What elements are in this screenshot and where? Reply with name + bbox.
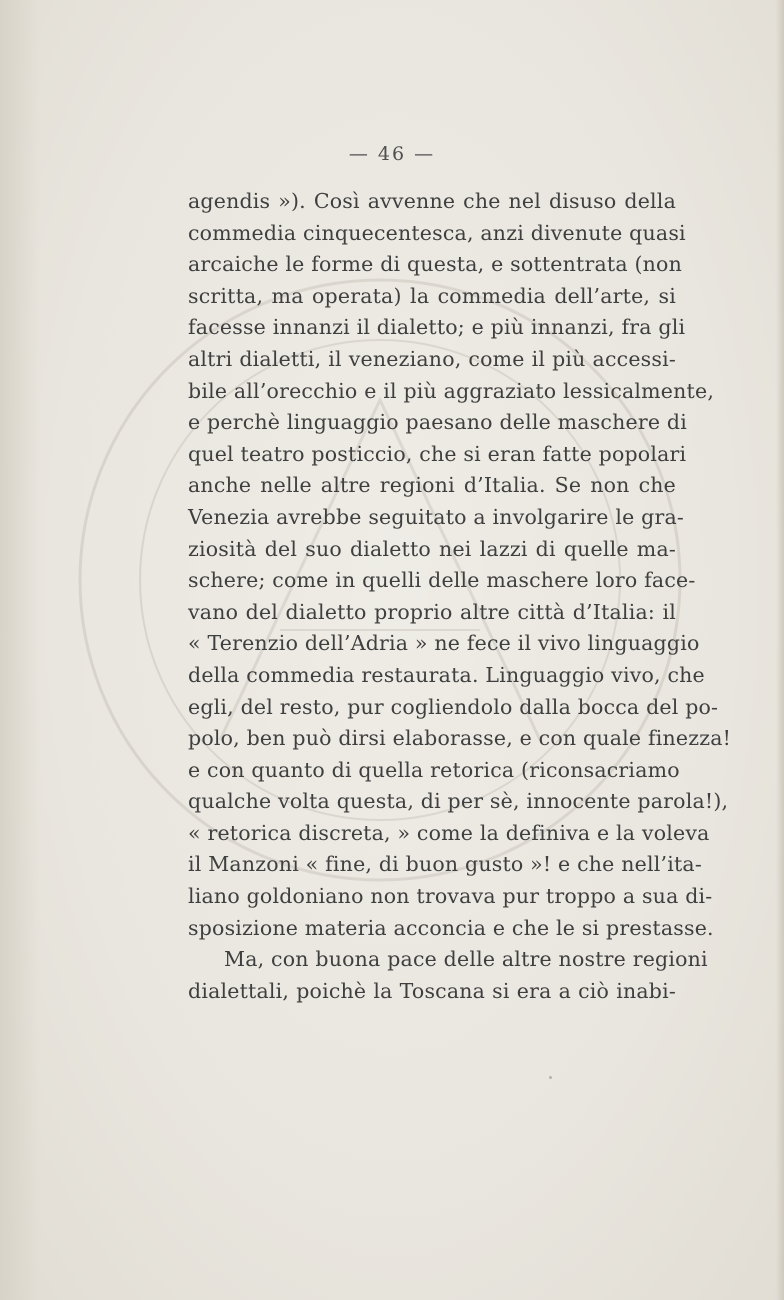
text-line: schere; come in quelli delle maschere loro face- xyxy=(188,568,696,593)
page-gutter-shadow xyxy=(0,0,40,1300)
text-line: dialettali, poichè la Toscana si era a ciò inabi- xyxy=(188,978,676,1003)
text-line: agendis »). Così avvenne che nel disuso della xyxy=(188,189,676,213)
text-line: scritta, ma operata) la commedia dell’arte, si xyxy=(188,283,676,308)
text-line: qualche volta questa, di per sè, innocente parola!), xyxy=(188,789,729,814)
text-line: e perchè linguaggio paesano delle maschere di xyxy=(188,410,687,435)
text-line: altri dialetti, il veneziano, come il più accessi- xyxy=(188,346,676,371)
text-line: facesse innanzi il dialetto; e più innanzi, fra gli xyxy=(188,315,686,340)
text-line: e con quanto di quella retorica (riconsacriamo xyxy=(188,757,680,782)
text-line: egli, del resto, pur cogliendolo dalla bocca del po- xyxy=(188,694,719,719)
text-line: polo, ben può dirsi elaborasse, e con quale finezza! xyxy=(188,726,732,751)
text-line: vano del dialetto proprio altre città d’Italia: il xyxy=(188,599,676,624)
page-edge-shadow xyxy=(776,0,784,1300)
text-line: quel teatro posticcio, che si eran fatte popolari xyxy=(188,441,687,466)
text-line: « Terenzio dell’Adria » ne fece il vivo linguaggio xyxy=(188,631,700,656)
text-line: Ma, con buona pace delle altre nostre regioni xyxy=(224,947,708,972)
text-line: Venezia avrebbe seguitato a involgarire le gra- xyxy=(188,504,685,529)
text-line: bile all’orecchio e il più aggraziato lessicalmente, xyxy=(188,378,715,403)
text-line: anche nelle altre regioni d’Italia. Se non che xyxy=(188,473,676,498)
text-line: commedia cinquecentesca, anzi divenute quasi xyxy=(188,220,686,245)
text-line: liano goldoniano non trovava pur troppo a sua di- xyxy=(188,884,713,909)
page-number: — 46 — xyxy=(348,143,436,165)
text-line: della commedia restaurata. Linguaggio vivo, che xyxy=(188,662,705,687)
paper-speck xyxy=(549,1076,552,1079)
text-line: arcaiche le forme di questa, e sottentrata (non xyxy=(188,252,683,277)
text-line: « retorica discreta, » come la definiva e la voleva xyxy=(188,820,710,845)
text-line: il Manzoni « fine, di buon gusto »! e che nell’ita- xyxy=(188,852,702,877)
text-line: sposizione materia acconcia e che le si prestasse. xyxy=(188,915,714,940)
body-text xyxy=(188,186,732,1007)
text-line: ziosità del suo dialetto nei lazzi di quelle ma- xyxy=(188,536,676,561)
